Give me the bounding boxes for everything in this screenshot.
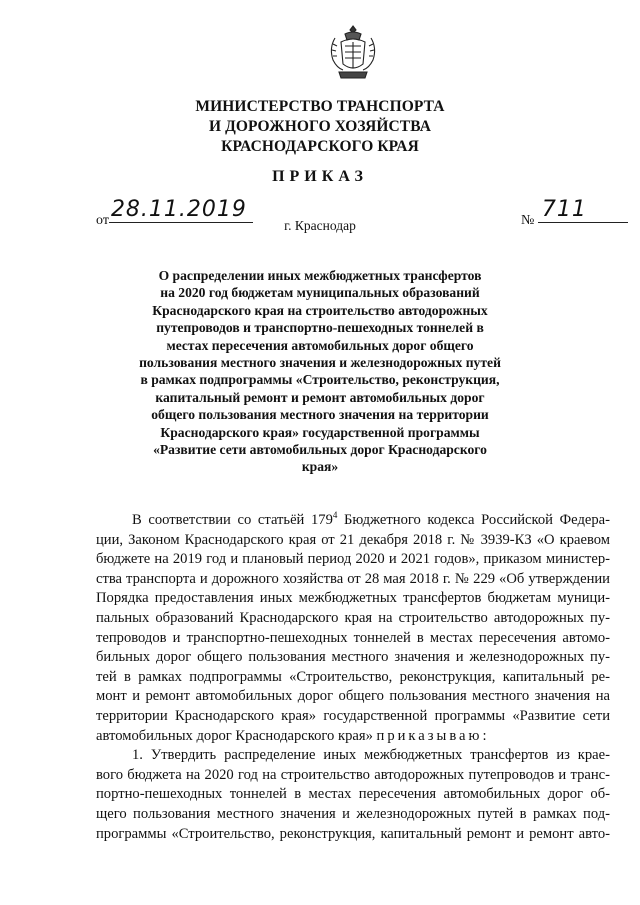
number-value: 711 — [538, 198, 628, 223]
coat-of-arms-icon — [327, 22, 379, 82]
document-body — [96, 511, 610, 844]
body-line: бюджете на 2019 год и плановый период 2020 и 2021 годов», приказом министер- — [96, 551, 610, 568]
body-line: щего пользования местного значения и железнодорожных путей в рамках под- — [96, 805, 610, 822]
body-line: тей в рамках подпрограммы «Строительство, реконструкция, капитальный ре- — [96, 668, 610, 685]
title-line: «Развитие сети автомобильных дорог Краснодарского — [153, 442, 487, 458]
ministry-name — [0, 97, 640, 157]
ministry-line: МИНИСТЕРСТВО ТРАНСПОРТА — [195, 98, 445, 115]
body-line: ции, Законом Краснодарского края от 21 декабря 2018 г. № 3939-КЗ «О краевом — [96, 531, 610, 548]
body-text: Бюджетного кодекса Российской Федера- — [337, 512, 610, 528]
body-line — [96, 511, 610, 531]
title-line: в рамках подпрограммы «Строительство, реконструкция, — [140, 372, 500, 388]
title-line: путепроводов и транспортно-пешеходных тоннелей в — [156, 320, 484, 336]
body-line: территории Краснодарского края» государственной программы «Развитие сети — [96, 707, 610, 724]
body-line: портно-пешеходных тоннелей в местах пересечения автомобильных дорог об- — [96, 786, 610, 803]
body-line: Порядка предоставления иных межбюджетных трансфертов бюджетам муници- — [96, 590, 610, 607]
city: г. Краснодар — [284, 218, 356, 233]
title-line: пользования местного значения и железнодорожных путей — [139, 355, 501, 371]
title-line: на 2020 год бюджетам муниципальных образований — [160, 285, 480, 301]
body-line: тепроводов и транспортно-пешеходных тоннелей в местах пересечения автомо- — [96, 629, 610, 646]
title-line: общего пользования местного значения на территории — [151, 407, 489, 423]
superscript: 4 — [332, 510, 338, 521]
number-prefix: № — [521, 213, 535, 228]
body-line: бильных дорог общего пользования местного значения и железнодорожных пу- — [96, 649, 610, 666]
body-line: монт и ремонт автомобильных дорог общего пользования местного значения на — [96, 688, 610, 705]
title-line: края» — [301, 459, 339, 475]
ministry-line: И ДОРОЖНОГО ХОЗЯЙСТВА — [208, 118, 432, 135]
title-line: Краснодарского края на строительство автодорожных — [152, 302, 488, 318]
body-line: ства транспорта и дорожного хозяйства от 28 мая 2018 г. № 229 «Об утверждении — [96, 570, 610, 587]
body-line: вого бюджета на 2020 год на строительство автодорожных путепроводов и транс- — [96, 766, 610, 783]
body-text: В соответствии со статьёй 179 — [132, 512, 333, 528]
title-line: капитальный ремонт и ремонт автомобильных дорог — [155, 389, 485, 405]
date-value: 28.11.2019 — [109, 198, 253, 223]
title-line: местах пересечения автомобильных дорог общего — [166, 337, 474, 353]
title-line: Краснодарского края» государственной программы — [160, 424, 480, 440]
body-line — [96, 727, 610, 747]
document-type: ПРИКАЗ — [272, 168, 368, 185]
ministry-line: КРАСНОДАРСКОГО КРАЯ — [221, 138, 419, 155]
body-text: : — [482, 727, 487, 744]
body-line: программы «Строительство, реконструкция, капитальный ремонт и ремонт авто- — [96, 825, 610, 842]
body-line: пальных образований Краснодарского края на строительство автодорожных пу- — [96, 609, 610, 626]
order-word: приказываю — [376, 727, 483, 744]
body-text: автомобильных дорог Краснодарского края» — [96, 727, 377, 744]
document-title — [110, 267, 530, 476]
title-line: О распределении иных межбюджетных трансфертов — [158, 268, 482, 283]
body-line: 1. Утвердить распределение иных межбюджетных трансфертов из крае- — [132, 747, 610, 764]
date-prefix: от — [96, 213, 109, 228]
